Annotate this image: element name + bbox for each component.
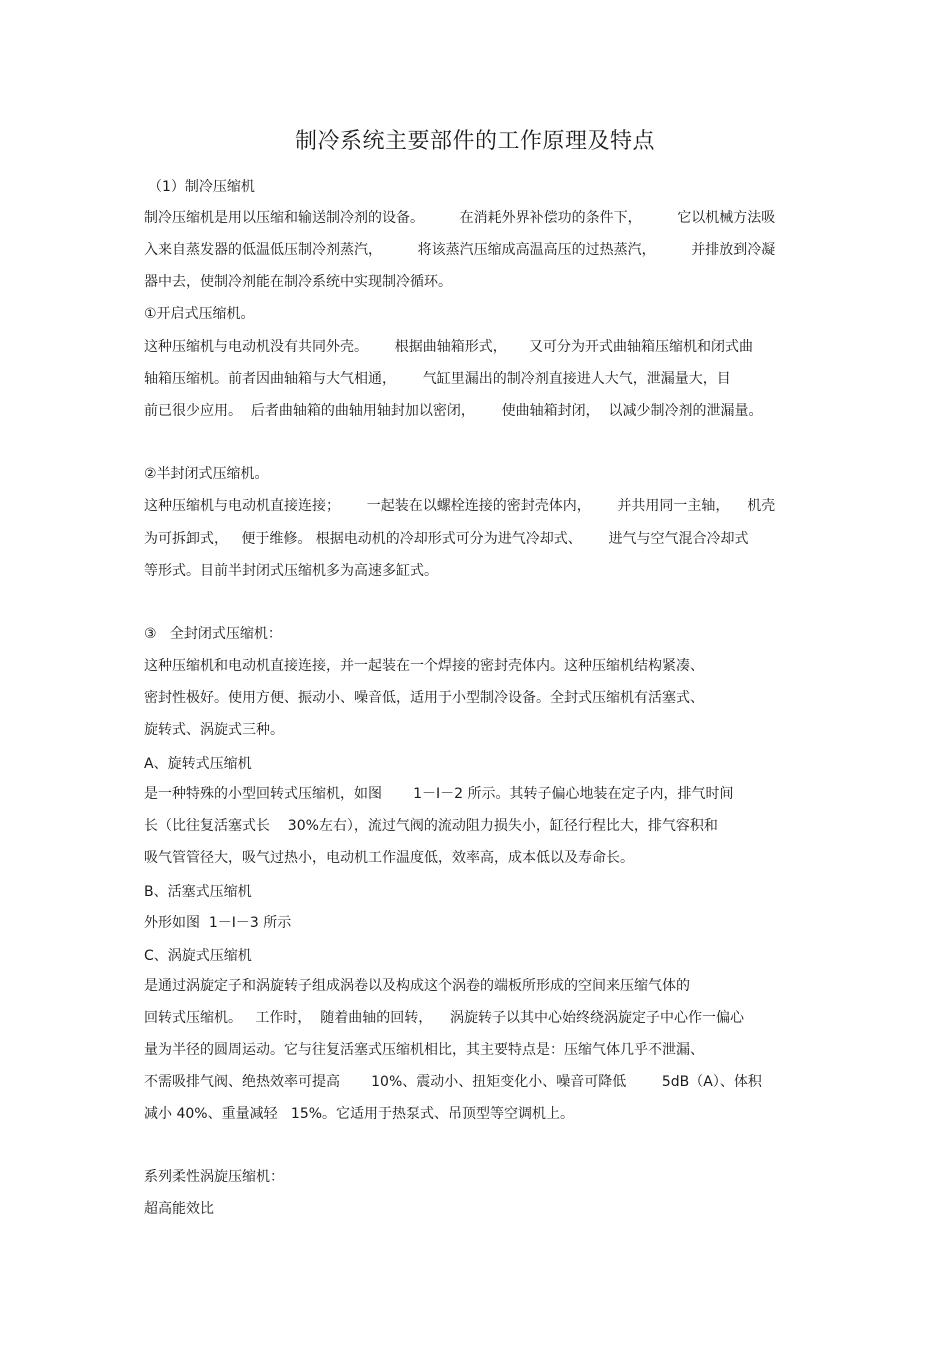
paragraph-line: 是通过涡旋定子和涡旋转子组成涡卷以及构成这个涡卷的端板所形成的空间来压缩气体的 — [144, 978, 690, 994]
paragraph-line: 前已很少应用。 后者曲轴箱的曲轴用轴封加以密闭， 使曲轴箱封闭， 以减少制冷剂的泄漏量。 — [144, 403, 763, 419]
paragraph-line: 密封性极好。使用方便、振动小、噪音低，适用于小型制冷设备。全封式压缩机有活塞式、 — [144, 690, 704, 706]
paragraph-line: 这种压缩机与电动机没有共同外壳。 根据曲轴箱形式， 又可分为开式曲轴箱压缩机和闭式曲 — [144, 339, 753, 355]
subheading-semi-hermetic-compressor: ②半封闭式压缩机。 — [144, 466, 269, 482]
paragraph-line: 器中去，使制冷剂能在制冷系统中实现制冷循环。 — [144, 274, 452, 290]
paragraph-line: 入来自蒸发器的低温低压制冷剂蒸汽， 将该蒸汽压缩成高温高压的过热蒸汽， 并排放到冷凝 — [144, 242, 776, 258]
paragraph-line: 量为半径的圆周运动。它与往复活塞式压缩机相比，其主要特点是：压缩气体几乎不泄漏、 — [144, 1042, 704, 1058]
paragraph-line: 轴箱压缩机。前者因曲轴箱与大气相通， 气缸里漏出的制冷剂直接进人大气，泄漏量大，目 — [144, 371, 731, 387]
subheading-rotary-compressor: A、旋转式压缩机 — [144, 756, 252, 772]
paragraph-line: 旋转式、涡旋式三种。 — [144, 722, 284, 738]
paragraph-line: 为可拆卸式， 便于维修。 根据电动机的冷却形式可分为进气冷却式、 进气与空气混合冷却式 — [144, 531, 749, 547]
paragraph-line: 减小 40%、重量减轻 15%。它适用于热泵式、吊顶型等空调机上。 — [144, 1106, 575, 1122]
paragraph-line: 回转式压缩机。 工作时， 随着曲轴的回转， 涡旋转子以其中心始终绕涡旋定子中心作一偏心 — [144, 1010, 745, 1026]
paragraph-line: 制冷压缩机是用以压缩和输送制冷剂的设备。 在消耗外界补偿功的条件下， 它以机械方法吸 — [144, 210, 776, 226]
subheading-open-compressor: ①开启式压缩机。 — [144, 306, 255, 322]
subheading-scroll-compressor: C、涡旋式压缩机 — [144, 948, 252, 964]
paragraph-line: 外形如图 1－I－3 所示 — [144, 915, 292, 931]
document-title: 制冷系统主要部件的工作原理及特点 — [294, 129, 655, 154]
section-heading-compressor: （1）制冷压缩机 — [148, 179, 255, 195]
paragraph-line: 长（比往复活塞式长 30%左右），流过气阀的流动阻力损失小，缸径行程比大，排气容积和 — [144, 818, 718, 834]
paragraph-line: 不需吸排气阀、绝热效率可提高 10%、震动小、扭矩变化小、噪音可降低 5dB（A）、体积 — [144, 1074, 762, 1090]
paragraph-line: 吸气管管径大，吸气过热小，电动机工作温度低，效率高，成本低以及寿命长。 — [144, 850, 634, 866]
subheading-piston-compressor: B、活塞式压缩机 — [144, 884, 252, 900]
subheading-flexible-scroll-series: 系列柔性涡旋压缩机： — [144, 1169, 284, 1185]
paragraph-line: 超高能效比 — [144, 1201, 214, 1217]
paragraph-line: 这种压缩机和电动机直接连接，并一起装在一个焊接的密封壳体内。这种压缩机结构紧凑、 — [144, 658, 704, 674]
subheading-hermetic-compressor: ③ 全封闭式压缩机： — [144, 626, 282, 642]
paragraph-line: 是一种特殊的小型回转式压缩机，如图 1－I－2 所示。其转子偏心地装在定子内，排气时间 — [144, 786, 734, 802]
paragraph-line: 等形式。目前半封闭式压缩机多为高速多缸式。 — [144, 563, 438, 579]
paragraph-line: 这种压缩机与电动机直接连接； 一起装在以螺栓连接的密封壳体内， 并共用同一主轴， 机壳 — [144, 498, 776, 514]
